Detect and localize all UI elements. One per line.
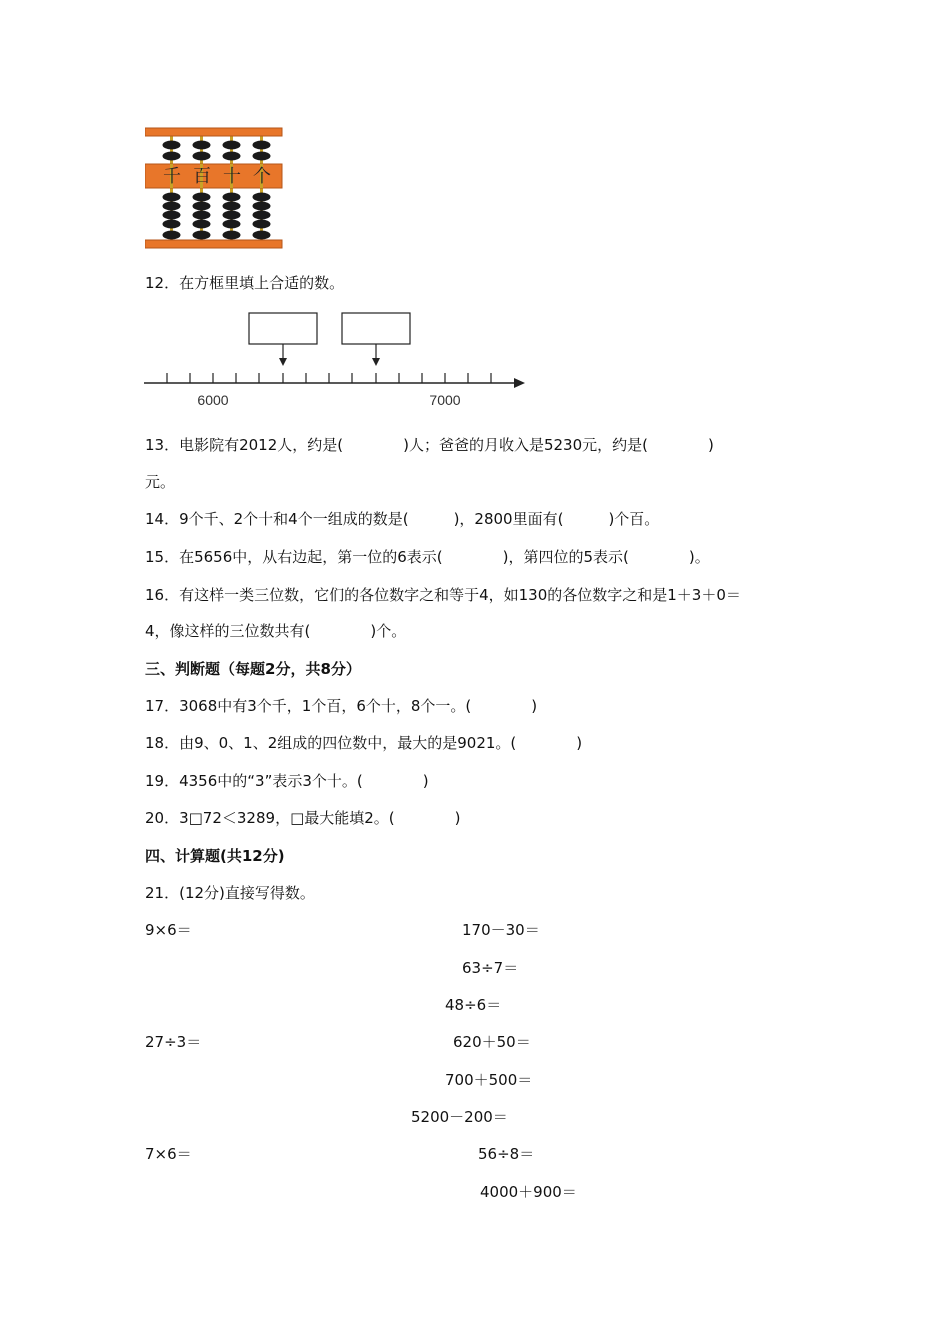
abacus-lower-beads — [163, 193, 271, 240]
arrow-2-head — [372, 358, 380, 366]
abacus-label-thousands: 千 — [163, 166, 181, 187]
tick-label-6000: 6000 — [197, 392, 229, 408]
question-16-line1: 16．有这样一类三位数，它们的各位数字之和等于4，如130的各位数字之和是1＋3＋0＝ — [145, 586, 741, 604]
question-19: 19．4356中的“3”表示3个十。( ) — [145, 772, 429, 790]
calc-item-3: 63÷7＝ — [462, 959, 519, 977]
answer-box-2[interactable] — [342, 313, 410, 344]
abacus-label-hundreds: 百 — [193, 166, 211, 187]
question-15: 15．在5656中，从右边起，第一位的6表示( )，第四位的5表示( )。 — [145, 548, 710, 566]
tick-label-7000: 7000 — [429, 392, 461, 408]
number-line-arrowhead — [514, 378, 525, 388]
calc-item-11: 4000＋900＝ — [480, 1183, 577, 1201]
calc-item-2: 170－30＝ — [462, 921, 540, 939]
calc-item-5: 27÷3＝ — [145, 1033, 202, 1051]
section-3-heading: 三、判断题（每题2分，共8分） — [145, 660, 361, 678]
calc-item-8: 5200－200＝ — [411, 1108, 508, 1126]
section-4-heading: 四、计算题(共12分) — [145, 847, 285, 865]
number-line-figure — [140, 310, 540, 410]
abacus-top-frame — [145, 128, 282, 136]
number-line-ticks — [167, 373, 491, 383]
question-13-line2: 元。 — [145, 473, 176, 491]
calc-item-4: 48÷6＝ — [445, 996, 502, 1014]
calc-item-1: 9×6＝ — [145, 921, 192, 939]
answer-box-1[interactable] — [249, 313, 317, 344]
calc-item-10: 56÷8＝ — [478, 1145, 535, 1163]
question-13-line1: 13．电影院有2012人，约是( )人；爸爸的月收入是5230元，约是( ) — [145, 436, 714, 454]
arrow-1-head — [279, 358, 287, 366]
calc-item-6: 620＋50＝ — [453, 1033, 531, 1051]
abacus-label-tens: 十 — [223, 166, 241, 187]
abacus-upper-beads — [163, 141, 271, 161]
abacus-figure — [145, 127, 285, 251]
abacus-label-ones: 个 — [253, 166, 271, 187]
question-12: 12．在方框里填上合适的数。 — [145, 274, 345, 292]
question-18: 18．由9、0、1、2组成的四位数中，最大的是9021。( ) — [145, 734, 583, 752]
calc-item-9: 7×6＝ — [145, 1145, 192, 1163]
calc-item-7: 700＋500＝ — [445, 1071, 533, 1089]
question-21: 21．(12分)直接写得数。 — [145, 884, 315, 902]
question-20: 20．3□72＜3289，□最大能填2。( ) — [145, 809, 461, 827]
question-16-line2: 4，像这样的三位数共有( )个。 — [145, 622, 407, 640]
abacus-bottom-frame — [145, 240, 282, 248]
question-14: 14．9个千、2个十和4个一组成的数是( )，2800里面有( )个百。 — [145, 510, 660, 528]
question-17: 17．3068中有3个千，1个百，6个十，8个一。( ) — [145, 697, 538, 715]
